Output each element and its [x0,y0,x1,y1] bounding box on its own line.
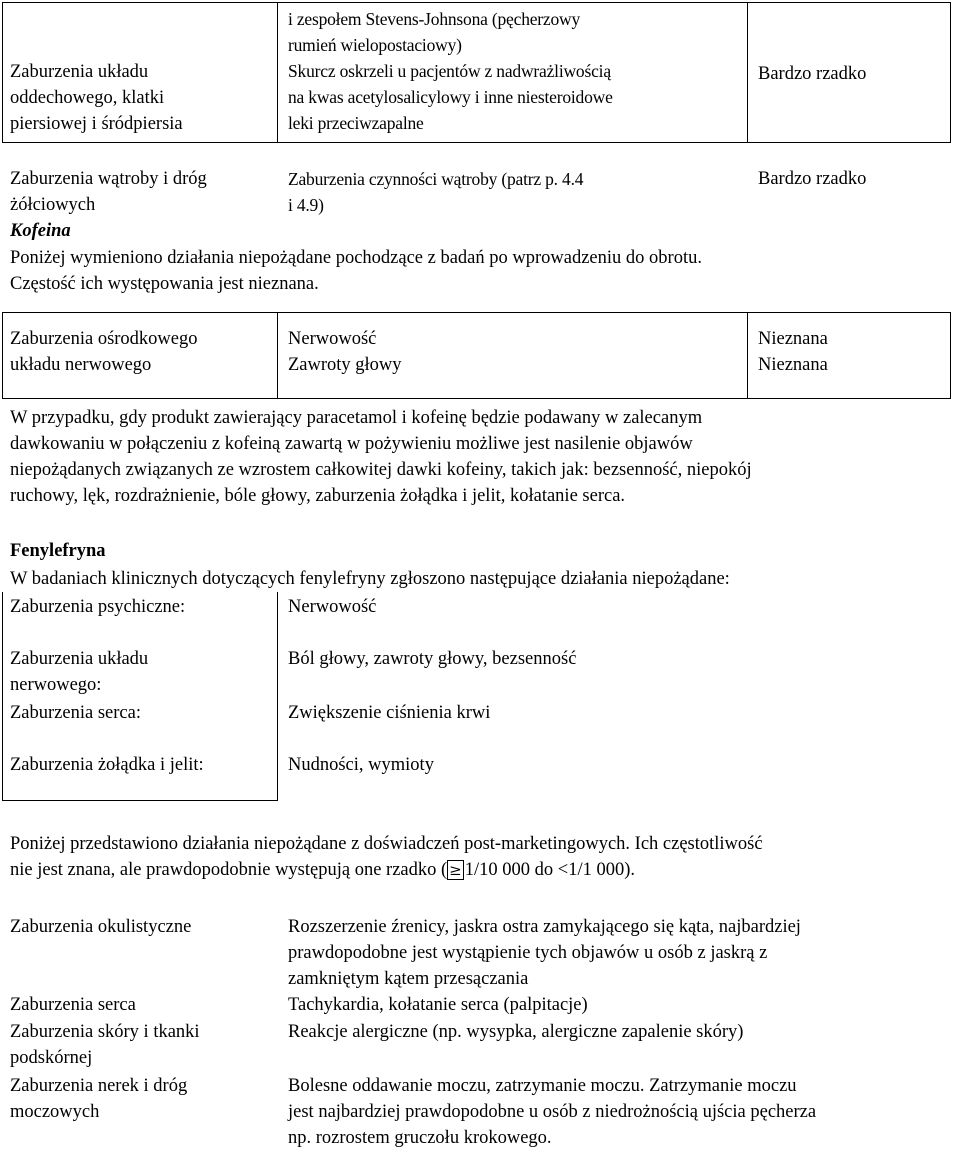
organ-respiratory: Zaburzenia układu oddechowego, klatki piersiowej i śródpiersia [10,62,183,134]
fenylefryna-organ-psych: Zaburzenia psychiczne: [10,597,186,617]
kofeina-intro: Poniżej wymieniono działania niepożądane pochodzące z badań po wprowadzeniu do obrotu. Częstość ich występowania jest nieznana. [10,248,702,294]
kofeina-organ: Zaburzenia ośrodkowego układu nerwowego [10,329,198,375]
pm-effect-skin: Reakcje alergiczne (np. wysypka, alergiczne zapalenie skóry) [288,1022,744,1042]
kofeina-heading: Kofeina [10,221,71,241]
organ-liver: Zaburzenia wątroby i dróg żółciowych [10,169,207,215]
frequency-respiratory: Bardzo rzadko [758,64,867,84]
pm-organ-skin: Zaburzenia skóry i tkanki podskórnej [10,1022,200,1068]
kofeina-note: W przypadku, gdy produkt zawierający paracetamol i kofeinę będzie podawany w zalecanym dawkowaniu w połączeniu z kofeiną zawartą w pożywieniu możliwe jest nasilenie objawów niepożądanych związanych ze wzrostem całkowitej dawki kofeiny, takich jak: bezsenność, niepokój ruchowy, lęk, rozdrażnienie, bóle głowy, zaburzenia żołądka i jelit, kołatanie serca. [10,408,752,506]
fenylefryna-effect-nerv: Ból głowy, zawroty głowy, bezsenność [288,649,577,669]
pm-organ-eye: Zaburzenia okulistyczne [10,917,192,937]
effect-liver: Zaburzenia czynności wątroby (patrz p. 4.4 i 4.9) [288,169,584,215]
fenylefryna-organ-nerv: Zaburzenia układu nerwowego: [10,649,149,695]
fenylefryna-effect-psych: Nerwowość [288,597,377,617]
pm-effect-heart: Tachykardia, kołatanie serca (palpitacje) [288,995,588,1015]
greater-equal-symbol: ≥ [449,861,462,879]
kofeina-frequencies: Nieznana Nieznana [758,329,828,375]
fenylefryna-organ-gi: Zaburzenia żołądka i jelit: [10,755,204,775]
fenylefryna-effect-heart: Zwiększenie ciśnienia krwi [288,703,491,723]
pm-effect-kidney: Bolesne oddawanie moczu, zatrzymanie moczu. Zatrzymanie moczu jest najbardziej prawdopodobne u osób z niedrożnością ujścia pęcherza np. rozrostem gruczołu krokowego. [288,1076,817,1148]
pm-organ-kidney: Zaburzenia nerek i dróg moczowych [10,1076,188,1122]
postmarketing-intro: Poniżej przedstawiono działania niepożądane z doświadczeń post-marketingowych. Ich częstotliwość nie jest znana, ale prawdopodobnie występują one rzadko ( ≥ 1/10 000 do <1/1 000). [10,834,763,880]
fenylefryna-intro: W badaniach klinicznych dotyczących fenylefryny zgłoszono następujące działania niepożądane: [10,569,730,589]
pm-organ-heart: Zaburzenia serca [10,995,136,1015]
fenylefryna-organ-heart: Zaburzenia serca: [10,703,141,723]
fenylefryna-effect-gi: Nudności, wymioty [288,755,434,775]
frequency-liver: Bardzo rzadko [758,169,867,189]
fenylefryna-heading: Fenylefryna [10,541,106,561]
pm-effect-eye: Rozszerzenie źrenicy, jaskra ostra zamykającego się kąta, najbardziej prawdopodobne jest wystąpienie tych objawów u osób z jaskrą z zamkniętym kątem przesączania [288,917,801,989]
effect-respiratory: i zespołem Stevens-Johnsona (pęcherzowy rumień wielopostaciowy) Skurcz oskrzeli u pacjentów z nadwrażliwością na kwas acetylosalicylowy i inne niesteroidowe leki przeciwzapalne [288,9,613,133]
kofeina-effects: Nerwowość Zawroty głowy [288,329,402,375]
